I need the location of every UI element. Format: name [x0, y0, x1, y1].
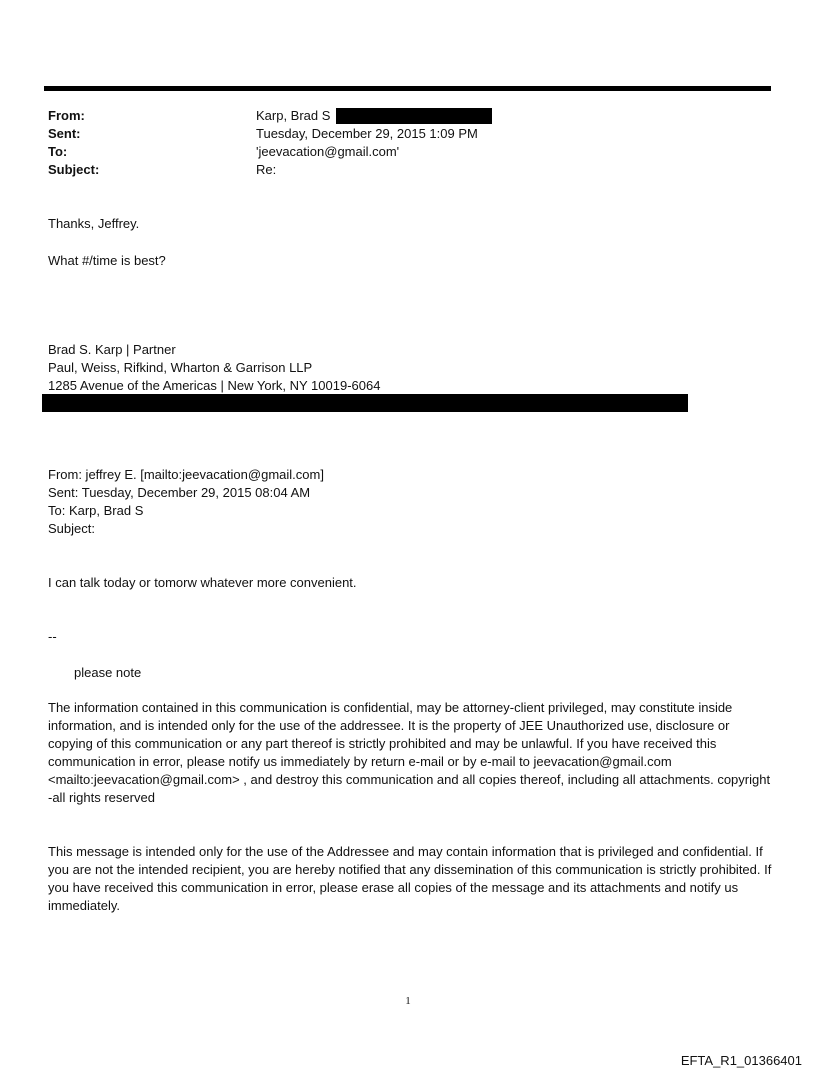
email-header [48, 107, 492, 179]
sent-value: Tuesday, December 29, 2015 1:09 PM [256, 126, 478, 141]
signature-firm: Paul, Weiss, Rifkind, Wharton & Garrison LLP [48, 360, 313, 375]
signature [48, 341, 380, 395]
quoted-body: I can talk today or tomorw whatever more convenient. [48, 575, 357, 590]
from-label: From: [48, 108, 85, 123]
to-row [48, 143, 492, 161]
please-note: please note [74, 665, 142, 680]
subject-value: Re: [256, 162, 277, 177]
to-label: To: [48, 144, 68, 159]
signature-redaction-box [42, 394, 688, 412]
redaction-box [336, 108, 492, 124]
quoted-to: To: Karp, Brad S [48, 503, 144, 518]
subject-label: Subject: [48, 162, 100, 177]
signature-address: 1285 Avenue of the Americas | New York, NY 10019-6064 [48, 378, 381, 393]
reply-question: What #/time is best? [48, 253, 166, 268]
signature-name: Brad S. Karp | Partner [48, 342, 176, 357]
header-rule [44, 86, 771, 91]
reply-greeting: Thanks, Jeffrey. [48, 216, 140, 231]
page-number: 1 [405, 995, 411, 1007]
subject-row [48, 161, 492, 179]
disclaimer-confidential: The information contained in this communication is confidential, may be attorney-client privileged, may constitute inside information, and is intended only for the use of the addressee. It is the property of JEE Unauthorized use, disclosure or copying of this communication or any part thereof is strictly prohibited and may be unlawful. If you have received this communication in error, please notify us immediately by return e-mail or by e-mail to jeevacation@gmail.com <mailto:jeevacation@gmail.com> , and destroy this communication and all copies thereof, including all attachments. copyright -all rights reserved [48, 700, 771, 805]
document-id: EFTA_R1_01366401 [680, 1053, 802, 1068]
to-value: 'jeevacation@gmail.com' [256, 144, 400, 159]
quoted-from: From: jeffrey E. [mailto:jeevacation@gmail.com] [48, 467, 324, 482]
from-value-container [256, 107, 492, 125]
quoted-header [48, 466, 324, 538]
from-row [48, 107, 492, 125]
quoted-separator: -- [48, 629, 57, 644]
disclaimer-addressee: This message is intended only for the use of the Addressee and may contain information that is privileged and confidential. If you are not the intended recipient, you are hereby notified that any dissemination of this communication is strictly prohibited. If you have received this communication in error, please erase all copies of the message and its attachments and notify us immediately. [48, 844, 772, 913]
quoted-sent: Sent: Tuesday, December 29, 2015 08:04 AM [48, 485, 311, 500]
quoted-subject: Subject: [48, 521, 95, 536]
sent-label: Sent: [48, 126, 81, 141]
from-value: Karp, Brad S [256, 108, 331, 123]
sent-row [48, 125, 492, 143]
